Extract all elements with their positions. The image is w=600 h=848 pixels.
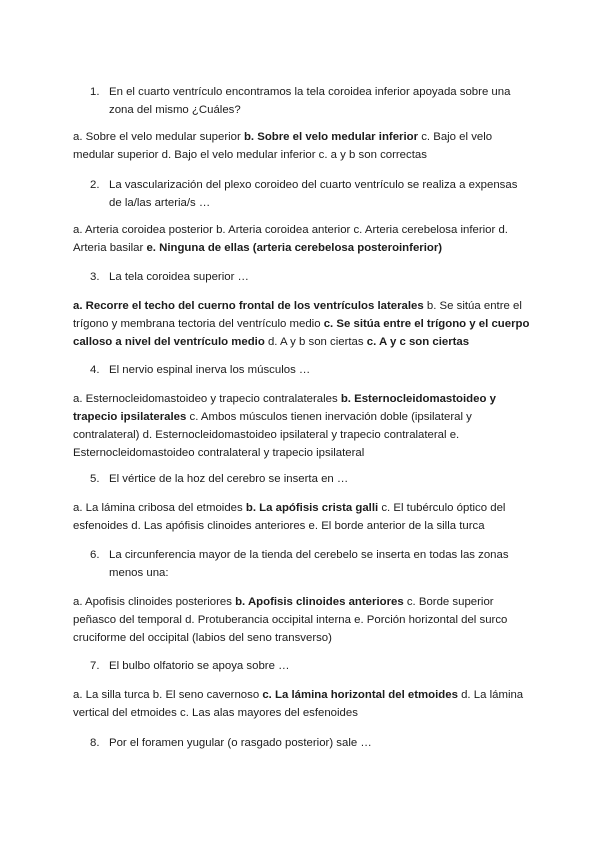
question-1: [90, 83, 530, 119]
answer-3: [73, 297, 533, 351]
answer-segment: c. Ambos músculos tienen inervación doble (ipsilateral y contralateral) d. Esternocleidomastoideo ipsilateral y trapecio contralateral e. Esternocleidomastoideo contralateral y trapecio ipsilateral: [73, 411, 472, 459]
question-number: 7.: [90, 660, 100, 672]
answer-4: [73, 390, 533, 462]
answer-6: [73, 593, 533, 647]
answer-segment: a. Esternocleidomastoideo y trapecio contralaterales: [73, 393, 341, 405]
answer-2: [73, 221, 533, 257]
answer-correct: b. Apofisis clinoides anteriores: [235, 596, 404, 608]
answer-segment: a. La silla turca b. El seno cavernoso: [73, 689, 263, 701]
question-2: [90, 176, 530, 212]
question-3: [90, 268, 530, 286]
question-number: 3.: [90, 271, 100, 283]
question-number: 6.: [90, 549, 100, 561]
answer-segment: c. El tubérculo óptico del esfenoides d. Las apófisis clinoides anteriores e. El borde anterior de la silla turca: [73, 502, 506, 532]
question-text: El vértice de la hoz del cerebro se inserta en …: [109, 473, 349, 485]
question-text: La tela coroidea superior …: [109, 271, 249, 283]
answer-correct: c. A y c son ciertas: [366, 336, 470, 348]
answer-7: [73, 686, 533, 722]
answer-1: [73, 128, 533, 164]
answer-5: [73, 499, 533, 535]
question-number: 2.: [90, 179, 100, 191]
answer-correct: a. Recorre el techo del cuerno frontal de los ventrículos laterales: [73, 300, 424, 312]
question-text: En el cuarto ventrículo encontramos la tela coroidea inferior apoyada sobre una zona del mismo ¿Cuáles?: [109, 86, 511, 116]
question-text: El bulbo olfatorio se apoya sobre …: [109, 660, 290, 672]
question-number: 4.: [90, 364, 100, 376]
answer-segment: a. Apofisis clinoides posteriores: [73, 596, 236, 608]
answer-segment: a. La lámina cribosa del etmoides: [73, 502, 246, 514]
question-number: 8.: [90, 737, 100, 749]
answer-segment: d. La lámina vertical del etmoides c. Las alas mayores del esfenoides: [73, 689, 524, 719]
answer-correct: c. Se sitúa entre el trígono y el cuerpo calloso a nivel del ventrículo medio: [73, 318, 530, 348]
answer-segment: c. Borde superior peñasco del temporal d. Protuberancia occipital interna e. Porción horizontal del surco cruciforme del occipital (labios del seno transverso): [73, 596, 508, 644]
question-number: 1.: [90, 86, 100, 98]
answer-correct: b. La apófisis crista galli: [245, 502, 379, 514]
question-8: [90, 734, 530, 752]
question-text: La circunferencia mayor de la tienda del cerebelo se inserta en todas las zonas menos una:: [109, 549, 509, 579]
question-5: [90, 470, 530, 488]
answer-correct: c. La lámina horizontal del etmoides: [262, 689, 458, 701]
question-7: [90, 657, 530, 675]
question-number: 5.: [90, 473, 100, 485]
question-text: La vascularización del plexo coroideo del cuarto ventrículo se realiza a expensas de la/las arteria/s …: [109, 179, 518, 209]
question-6: [90, 546, 530, 582]
answer-correct: b. Esternocleidomastoideo y trapecio ipsilaterales: [73, 393, 496, 423]
answer-segment: d. A y b son ciertas: [264, 336, 367, 348]
answer-segment: c. Bajo el velo medular superior d. Bajo el velo medular inferior c. a y b son correctas: [73, 131, 493, 161]
answer-correct: e. Ninguna de ellas (arteria cerebelosa posteroinferior): [146, 242, 443, 254]
answer-segment: a. Sobre el velo medular superior: [73, 131, 244, 143]
answer-correct: b. Sobre el velo medular inferior: [243, 131, 419, 143]
question-text: El nervio espinal inerva los músculos …: [109, 364, 311, 376]
answer-segment: b. Se sitúa entre el trígono y membrana tectoria del ventrículo medio: [73, 300, 522, 330]
question-4: [90, 361, 530, 379]
question-text: Por el foramen yugular (o rasgado posterior) sale …: [109, 737, 372, 749]
answer-segment: a. Arteria coroidea posterior b. Arteria coroidea anterior c. Arteria cerebelosa inferior d. Arteria basilar: [73, 224, 508, 254]
